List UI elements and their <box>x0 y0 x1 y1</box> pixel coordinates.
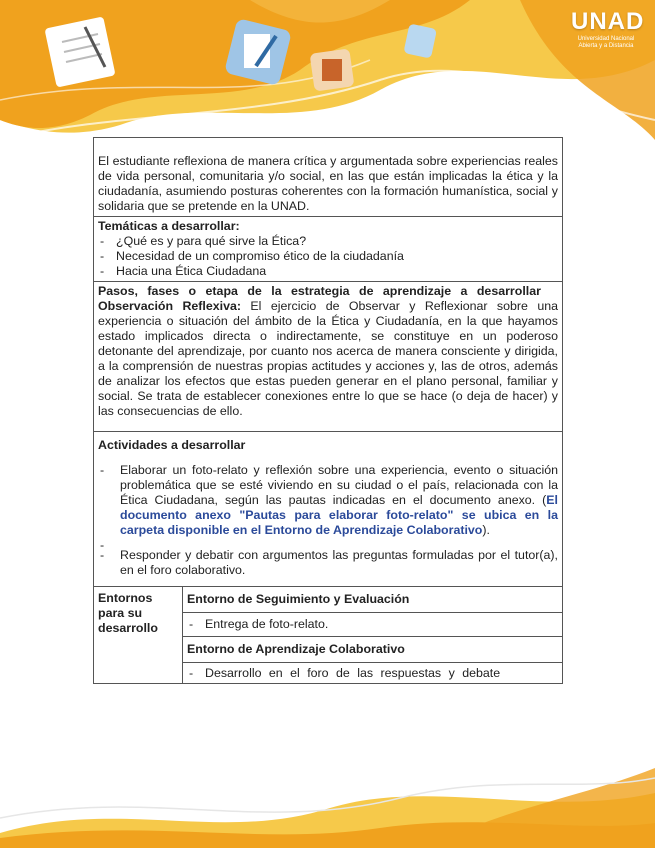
list-item: - Necesidad de un compromiso ético de la ciudadanía <box>98 249 558 264</box>
pasos-text: El ejercicio de Observar y Reflexionar sobre una experiencia o situación del ámbito de la Ética y Ciudadanía, en la que hayamos estado implicados directa o indirectamente, se constituye en un poderoso detonante del aprendizaje, por cuanto nos acerca de manera consciente y dirigida, a la comprensión de nuestras propias actitudes y acciones y, las de otros, además de analizar los efectos que estas pueden generar en el plano personal, familiar y social. Se trata de establecer conexiones entre lo que se hace (o deja de hacer) y las consecuencias de ello. <box>98 299 558 418</box>
intro-text: El estudiante reflexiona de manera crítica y argumentada sobre experiencias reales de vida personal, comunitaria y/o social, en las que están implicadas la ética y la ciudadanía, asumiendo posturas coherentes con la formación humanística, social y solidaria que se pretende en la UNAD. <box>94 138 563 217</box>
pasos-lead: Observación Reflexiva: <box>98 299 242 313</box>
env1-title: Entorno de Seguimiento y Evaluación <box>183 587 562 613</box>
notepad-icon <box>40 12 120 92</box>
list-item: - Hacia una Ética Ciudadana <box>98 264 558 279</box>
entornos-row <box>94 587 563 684</box>
actividades-title: Actividades a desarrollar <box>98 438 246 452</box>
logo-sub-1: Universidad Nacional <box>577 36 635 42</box>
tematicas-row <box>94 217 563 282</box>
decorative-tile-icon <box>400 20 440 64</box>
book-icon <box>304 45 360 95</box>
list-item <box>98 463 558 538</box>
tematicas-title: Temáticas a desarrollar: <box>98 219 240 233</box>
tematicas-list <box>98 234 558 279</box>
pencil-document-icon <box>218 14 298 90</box>
logo-word: UNAD <box>571 8 645 35</box>
pasos-title: Pasos, fases o etapa de la estrategia de aprendizaje a desarrollar <box>98 284 541 298</box>
anexo-link[interactable]: El documento anexo "Pautas para elaborar foto-relato" se ubica en la carpeta disponible en el Entorno de Aprendizaje Colaborativo <box>120 493 558 537</box>
entornos-label: Entornos para su desarrollo <box>94 587 183 684</box>
pasos-paragraph <box>98 299 558 419</box>
list-item: - ¿Qué es y para qué sirve la Ética? <box>98 234 558 249</box>
actividades-row <box>94 432 563 587</box>
actividad-1-end: ). <box>482 523 490 537</box>
actividades-list <box>98 463 558 578</box>
footer-banner <box>0 738 655 848</box>
list-item: - Entrega de foto-relato. <box>187 617 558 632</box>
pasos-row <box>94 282 563 432</box>
env2-title: Entorno de Aprendizaje Colaborativo <box>183 637 562 663</box>
list-item: - Responder y debatir con argumentos las preguntas formuladas por el tutor(a), en el foro colaborativo. <box>98 548 558 578</box>
unad-logo <box>571 8 645 50</box>
list-item: - Desarrollo en el foro de las respuestas y debate <box>187 666 558 681</box>
logo-sub-2: Abierta y a Distancia <box>578 43 634 49</box>
activity-guide-table <box>93 137 563 684</box>
actividad-1-text: Elaborar un foto-relato y reflexión sobre una experiencia, evento o situación problemática que se esté viviendo en su ciudad o el país, relacionada con la Ética Ciudadana, según las pautas indicadas en el documento anexo. ( <box>120 463 558 507</box>
intro-row <box>94 138 563 217</box>
